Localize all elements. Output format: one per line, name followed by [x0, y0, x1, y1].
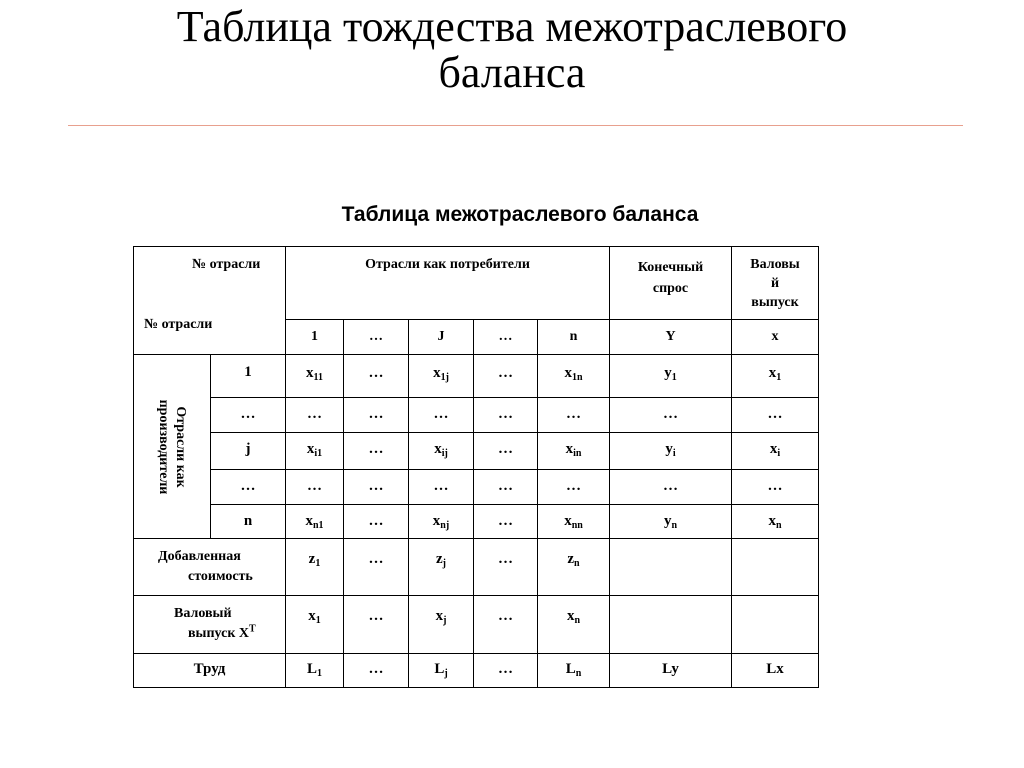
matrix-cell: $x_{n1}$: [286, 505, 344, 539]
consumers-header: Отрасли как потребители: [286, 247, 610, 320]
matrix-cell: …: [732, 398, 819, 433]
row-index-label: j: [211, 433, 286, 470]
matrix-cell: …: [732, 470, 819, 505]
column-number-header: Y: [610, 320, 732, 355]
empty-cell: [610, 539, 732, 596]
matrix-cell: …: [610, 398, 732, 433]
matrix-cell: …: [344, 355, 409, 398]
matrix-cell: $x_{ij}$: [409, 433, 474, 470]
gross-row-line1: Валовый: [174, 606, 232, 621]
slide-title: [0, 4, 1024, 96]
value-added-line1: Добавленная: [158, 549, 241, 564]
labor-row: [134, 654, 819, 688]
corner-top-label: № отрасли: [192, 257, 261, 272]
labor-label: Труд: [134, 654, 286, 688]
gross-output-cell: …: [344, 596, 409, 654]
column-number-header: x: [732, 320, 819, 355]
gross-output-header: [732, 247, 819, 320]
producers-vertical-label: [134, 355, 211, 539]
row-index-label: n: [211, 505, 286, 539]
value-added-cell: …: [474, 539, 538, 596]
matrix-cell: …: [610, 470, 732, 505]
labor-gross-output-cell: Lx: [732, 654, 819, 688]
matrix-cell: $x_{1n}$: [538, 355, 610, 398]
labor-cell: …: [344, 654, 409, 688]
producer-row: [134, 355, 819, 398]
labor-cell: …: [474, 654, 538, 688]
matrix-cell: …: [286, 470, 344, 505]
empty-cell: [732, 539, 819, 596]
matrix-cell: …: [538, 398, 610, 433]
value-added-cell: $z_1$: [286, 539, 344, 596]
producer-row: [134, 505, 819, 539]
matrix-cell: …: [409, 470, 474, 505]
column-number-header: …: [344, 320, 409, 355]
value-added-cell: $z_j$: [409, 539, 474, 596]
matrix-cell: $x_{i1}$: [286, 433, 344, 470]
corner-bottom-label: № отрасли: [144, 317, 213, 332]
matrix-cell: …: [344, 470, 409, 505]
matrix-cell: $x_n$: [732, 505, 819, 539]
gross-output-line3: выпуск: [751, 295, 799, 310]
labor-cell: $L_j$: [409, 654, 474, 688]
final-demand-line1: Конечный: [637, 260, 704, 275]
matrix-cell: …: [286, 398, 344, 433]
value-added-cell: $z_n$: [538, 539, 610, 596]
gross-output-line2: й: [770, 276, 780, 291]
value-added-label: [134, 539, 286, 596]
column-number-header: n: [538, 320, 610, 355]
labor-cell: $L_1$: [286, 654, 344, 688]
slide-title-line1: Таблица тождества межотраслевого: [176, 2, 848, 51]
labor-final-demand-cell: Ly: [610, 654, 732, 688]
matrix-cell: $x_{nn}$: [538, 505, 610, 539]
matrix-cell: $x_{nj}$: [409, 505, 474, 539]
table-caption: Таблица межотраслевого баланса: [341, 203, 699, 226]
matrix-cell: …: [409, 398, 474, 433]
matrix-cell: …: [344, 433, 409, 470]
empty-cell: [610, 596, 732, 654]
value-added-cell: …: [344, 539, 409, 596]
row-index-label: …: [211, 398, 286, 433]
final-demand-header: [610, 247, 732, 320]
column-number-header: J: [409, 320, 474, 355]
gross-output-row: [134, 596, 819, 654]
io-balance-table: [133, 246, 819, 688]
producer-row: [134, 433, 819, 470]
matrix-cell: $x_{11}$: [286, 355, 344, 398]
title-divider: [68, 125, 963, 126]
matrix-cell: $x_1$: [732, 355, 819, 398]
gross-output-cell: …: [474, 596, 538, 654]
slide-title-line2: баланса: [438, 48, 586, 97]
producer-rows: [134, 355, 819, 539]
matrix-cell: …: [538, 470, 610, 505]
row-index-label: 1: [211, 355, 286, 398]
gross-row-line2: выпуск X: [188, 626, 250, 641]
matrix-cell: $y_n$: [610, 505, 732, 539]
gross-output-label: [134, 596, 286, 654]
empty-cell: [732, 596, 819, 654]
matrix-cell: $x_i$: [732, 433, 819, 470]
labor-cell: $L_n$: [538, 654, 610, 688]
matrix-cell: $x_{1j}$: [409, 355, 474, 398]
producers-label-line1: Отрасли как: [173, 405, 188, 488]
gross-output-cell: $x_1$: [286, 596, 344, 654]
matrix-cell: $y_i$: [610, 433, 732, 470]
producer-row: [134, 398, 819, 433]
matrix-cell: …: [474, 355, 538, 398]
transpose-sup: T: [249, 623, 256, 635]
column-number-header: 1: [286, 320, 344, 355]
gross-output-line1: Валовы: [750, 257, 800, 272]
matrix-cell: …: [474, 470, 538, 505]
gross-output-cell: $x_j$: [409, 596, 474, 654]
producers-label-line2: производители: [156, 399, 171, 494]
matrix-cell: $y_1$: [610, 355, 732, 398]
corner-header-cell: [134, 247, 286, 355]
column-number-header: …: [474, 320, 538, 355]
value-added-line2: стоимость: [188, 569, 253, 584]
matrix-cell: $x_{in}$: [538, 433, 610, 470]
gross-output-cell: $x_n$: [538, 596, 610, 654]
matrix-cell: …: [474, 433, 538, 470]
matrix-cell: …: [474, 505, 538, 539]
matrix-cell: …: [344, 505, 409, 539]
value-added-row: [134, 539, 819, 596]
matrix-cell: …: [474, 398, 538, 433]
final-demand-line2: спрос: [652, 281, 689, 296]
matrix-cell: …: [344, 398, 409, 433]
row-index-label: …: [211, 470, 286, 505]
producer-row: [134, 470, 819, 505]
